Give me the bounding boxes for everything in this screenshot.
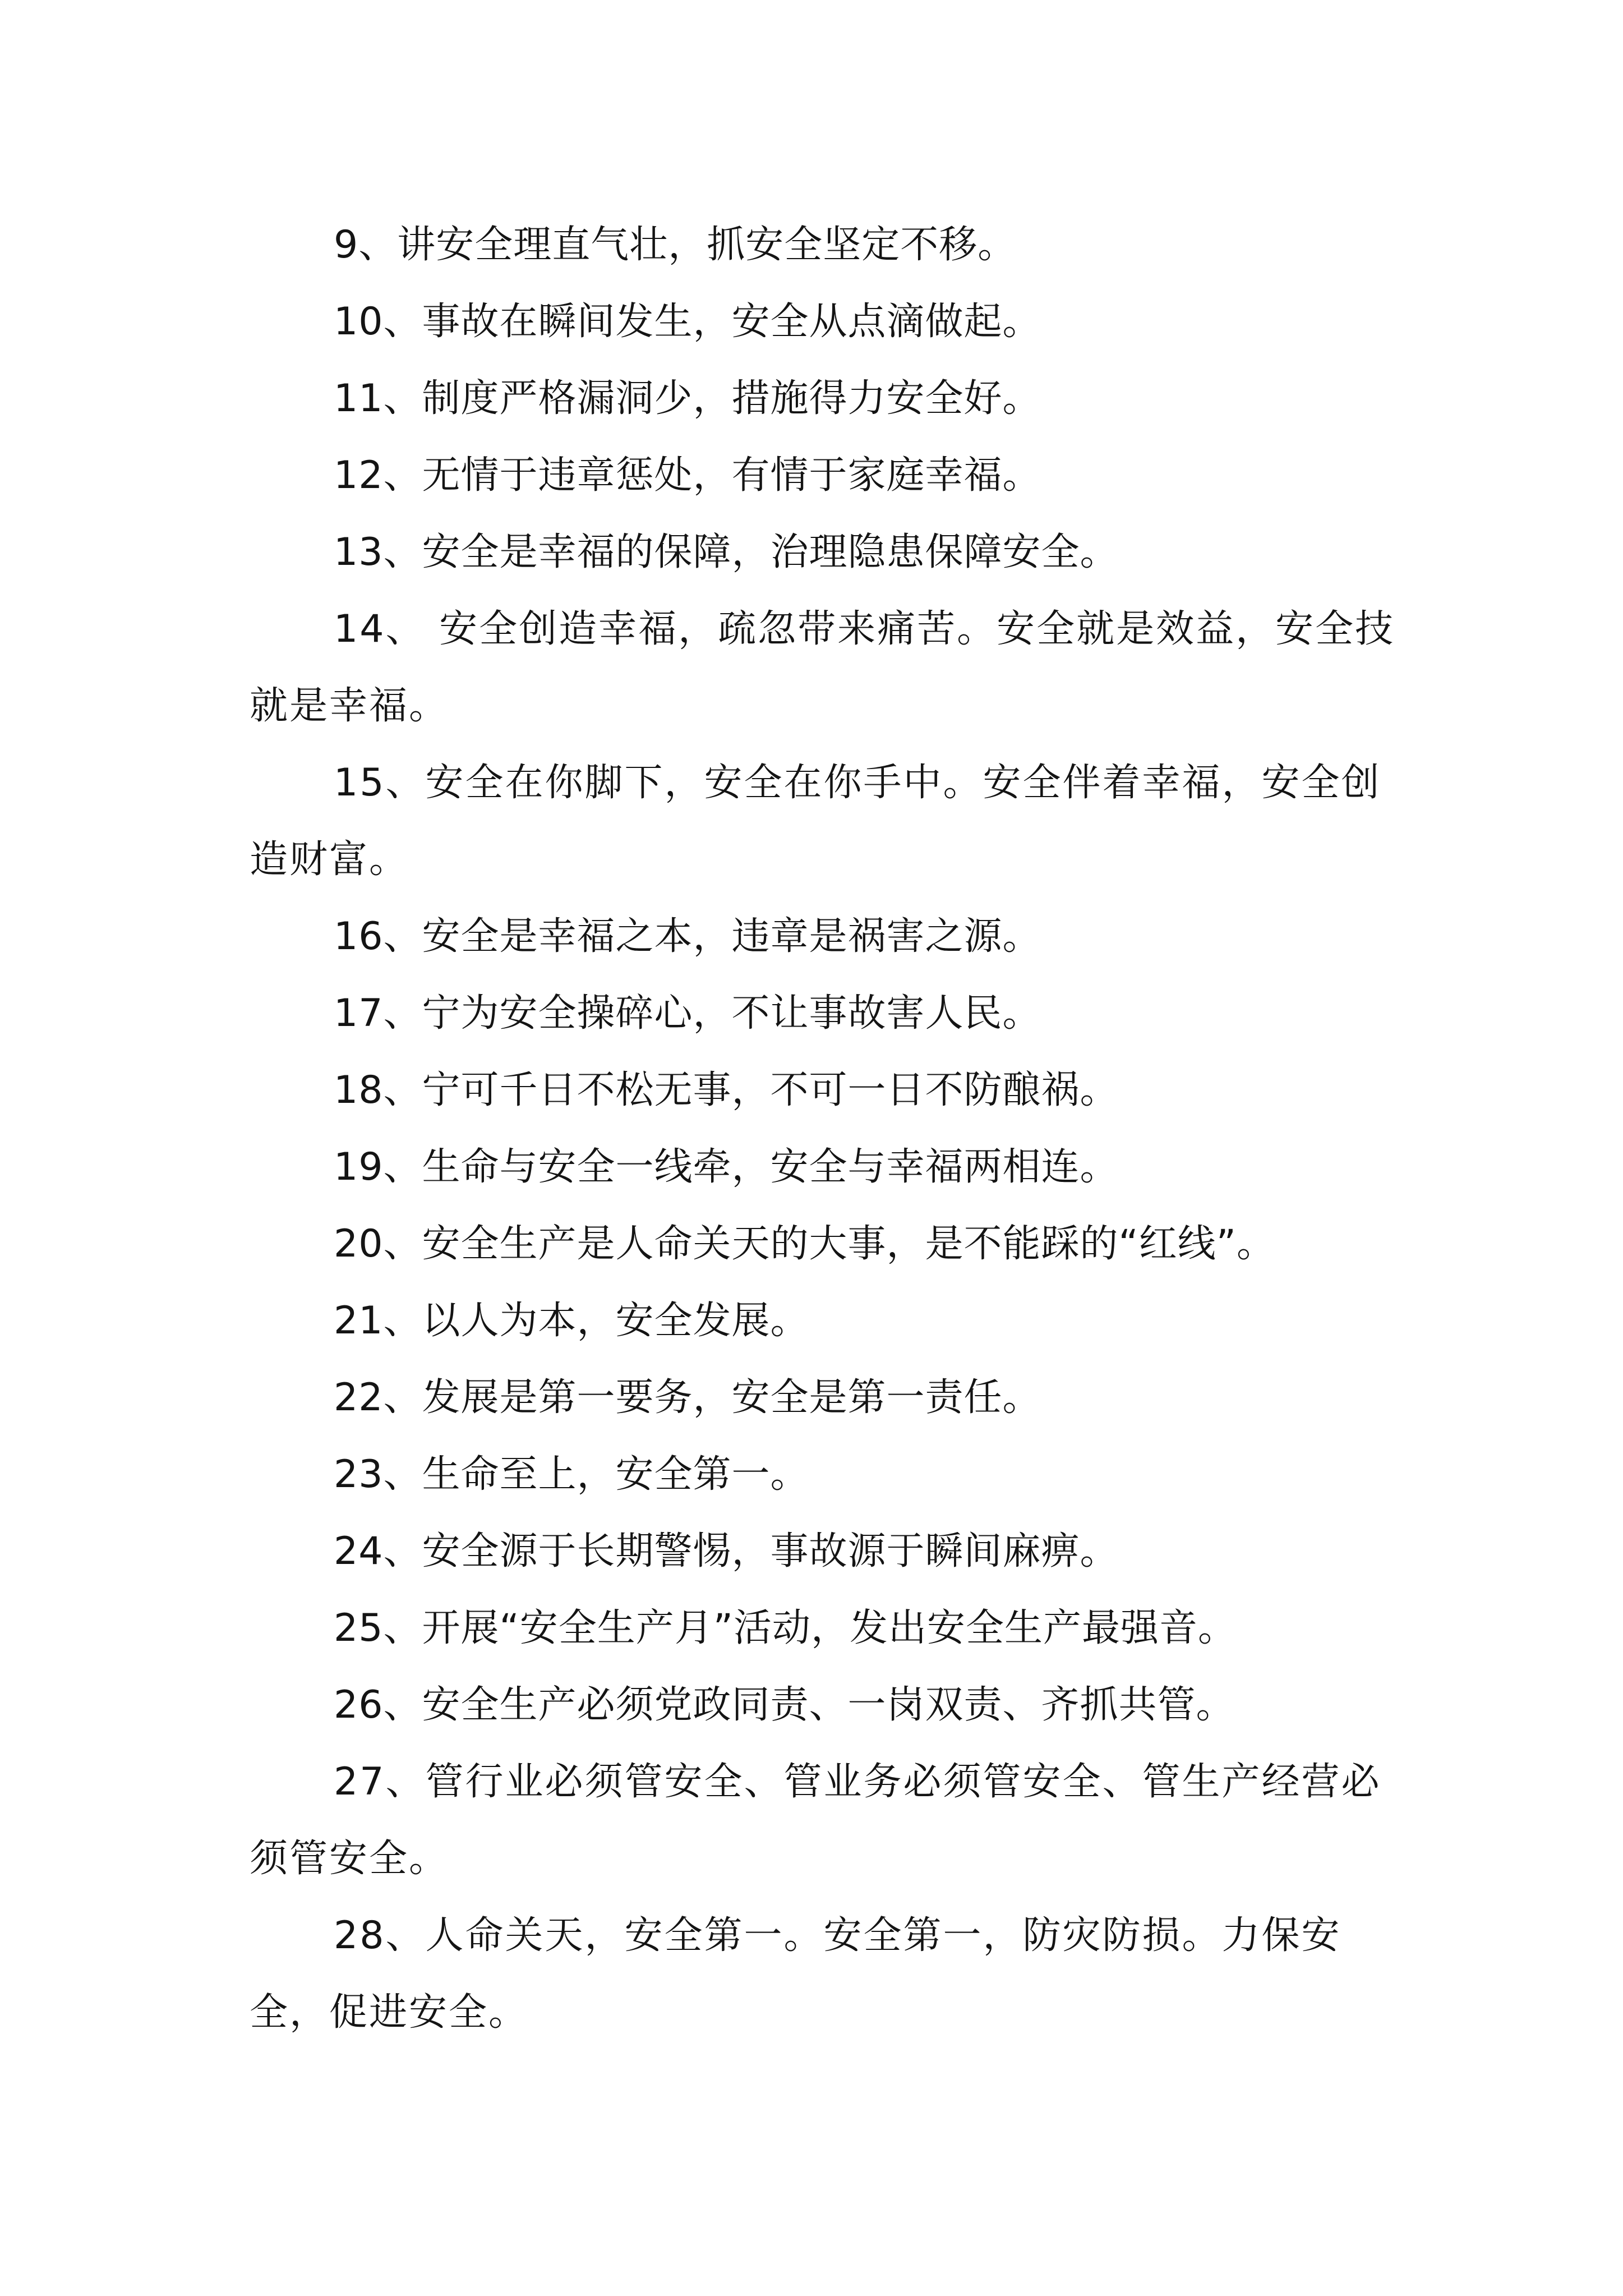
list-item: 27、管行业必须管安全、管业务必须管安全、管生产经营必须管安全。 (250, 1760, 1381, 1881)
list-item: 12、无情于违章惩处，有情于家庭幸福。 (334, 453, 1041, 498)
list-item: 28、人命关天，安全第一。安全第一，防灾防损。力保安全，促进安全。 (250, 1913, 1341, 2035)
list-item: 15、安全在你脚下，安全在你手中。安全伴着幸福，安全创造财富。 (250, 761, 1381, 882)
list-item: 24、安全源于长期警惕，事故源于瞬间麻痹。 (334, 1529, 1119, 1573)
list-item: 14、 安全创造幸福，疏忽带来痛苦。安全就是效益，安全技就是幸福。 (250, 607, 1395, 728)
list-item: 11、制度严格漏洞少，措施得力安全好。 (334, 376, 1041, 421)
list-item: 13、安全是幸福的保障，治理隐患保障安全。 (334, 530, 1119, 574)
list-item: 26、安全生产必须党政同责、一岗双责、齐抓共管。 (334, 1683, 1235, 1727)
list-item: 9、讲安全理直气壮，抓安全坚定不移。 (334, 223, 1017, 267)
list-item: 22、发展是第一要务，安全是第一责任。 (334, 1375, 1041, 1420)
list-item: 18、宁可千日不松无事，不可一日不防酿祸。 (334, 1068, 1119, 1112)
list-item: 25、开展“安全生产月”活动，发出安全生产最强音。 (334, 1606, 1237, 1650)
slogan-list (250, 206, 1399, 2051)
list-item: 20、安全生产是人命关天的大事，是不能踩的“红线”。 (334, 1222, 1275, 1266)
list-item: 16、安全是幸福之本，违章是祸害之源。 (334, 914, 1041, 959)
list-item: 10、事故在瞬间发生，安全从点滴做起。 (334, 300, 1041, 344)
list-item: 23、生命至上，安全第一。 (334, 1452, 809, 1497)
list-item: 21、以人为本，安全发展。 (334, 1299, 809, 1343)
list-item: 17、宁为安全操碎心，不让事故害人民。 (334, 991, 1041, 1036)
list-item: 19、生命与安全一线牵，安全与幸福两相连。 (334, 1145, 1119, 1189)
